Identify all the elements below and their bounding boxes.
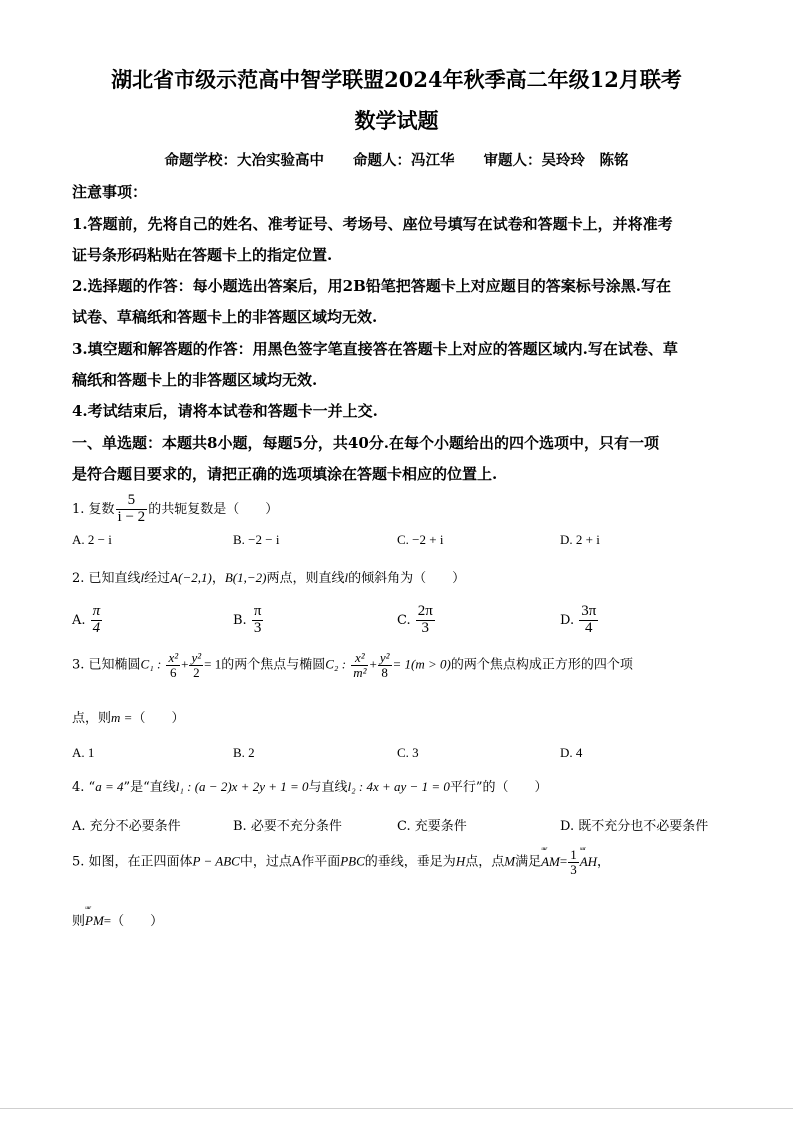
- q3-mid: 的两个焦点与椭圆: [221, 657, 326, 673]
- question-3-stem: [72, 651, 633, 679]
- q5-plane: PBC: [340, 853, 365, 869]
- q2-option-b-fraction: [252, 604, 264, 637]
- q4-mid-1: ”是“直线: [123, 780, 176, 795]
- q3-frac-3-num: x²: [351, 651, 368, 666]
- q4-prefix: 4. “: [72, 780, 96, 795]
- q1-suffix: 的共轭复数是（ ）: [148, 501, 279, 517]
- q3-paren: （ ）: [132, 711, 185, 726]
- q2-mid-2: 两点，则直线: [266, 571, 345, 586]
- question-1-stem: [72, 493, 278, 526]
- note-1-line-2: 证号条形码粘贴在答题卡上的指定位置.: [72, 246, 333, 264]
- q4-condition: a = 4: [95, 779, 124, 794]
- q3-frac-2-num: y²: [191, 650, 202, 665]
- q2-point-a: A(−2,1): [170, 570, 212, 585]
- q5-line-2-equals: =: [103, 913, 112, 928]
- q5-tail: ，: [597, 854, 611, 870]
- q5-mid-4: 满足: [515, 854, 542, 870]
- q2-option-a-label: A.: [72, 612, 86, 628]
- question-5-stem-line-2: [72, 910, 163, 929]
- q5-fraction-den: 3: [570, 861, 577, 877]
- q5-point-h: H: [455, 853, 466, 869]
- q5-vector-am: ᵘᵘᵘʳ AM: [541, 854, 560, 870]
- exam-authors: 命题学校：大冶实验高中 命题人：冯江华 审题人：吴玲玲 陈铭: [164, 152, 629, 169]
- q5-fraction-num: 1: [570, 847, 577, 862]
- q2-option-a-num: π: [92, 603, 101, 619]
- note-4: 4.考试结束后，请将本试卷和答题卡一并上交.: [72, 402, 378, 420]
- q5-mid-3: 点，点: [465, 854, 505, 870]
- q5-equals: =: [559, 853, 568, 869]
- q4-suffix: 平行”的（ ）: [449, 780, 548, 795]
- section-1-intro-line-2: 是符合题目要求的，请把正确的选项填涂在答题卡相应的位置上.: [72, 465, 498, 483]
- q5-mid-2: 的垂线，垂足为: [364, 854, 456, 870]
- exam-subtitle: 数学试题: [354, 108, 439, 133]
- q2-option-c: [397, 604, 436, 637]
- q5-vector-ah: ᵘᵘᵘʳ AH: [580, 854, 597, 870]
- q3-frac-3: [351, 651, 368, 679]
- q2-option-a-fraction: [91, 604, 103, 637]
- q5-fraction: [568, 848, 579, 876]
- section-1-intro-line-1: 一、单选题：本题共8小题，每题5分，共40分.在每个小题给出的四个选项中，只有一项: [72, 434, 659, 452]
- q3-option-b: B. 2: [233, 745, 255, 760]
- q4-option-c: C. 充要条件: [397, 819, 467, 834]
- note-3-line-2: 稿纸和答题卡上的非答题区域均无效.: [72, 371, 318, 389]
- note-2-line-1: 2.选择题的作答：每小题选出答案后，用2B铅笔把答题卡上对应题目的答案标号涂黑.写在: [72, 277, 672, 295]
- q5-mid-1: 中，过点A作平面: [239, 854, 341, 870]
- q3-prefix: 3. 已知椭圆: [72, 657, 141, 673]
- q2-line-l-2: l: [344, 570, 349, 585]
- question-2-stem: [72, 567, 465, 586]
- note-1-line-1: 1.答题前，先将自己的姓名、准考证号、考场号、座位号填写在试卷和答题卡上，并将准考: [72, 215, 673, 233]
- q3-m-equals: m =: [111, 710, 133, 725]
- q2-option-b-label: B.: [233, 612, 247, 628]
- q2-option-a-den: 4: [92, 619, 101, 636]
- q2-comma: ，: [211, 571, 225, 586]
- q1-option-c: C. −2 + i: [397, 532, 444, 547]
- q5-line-2-prefix: 则: [72, 914, 86, 929]
- q2-option-c-num: 2π: [417, 603, 433, 619]
- q3-option-a: A. 1: [72, 745, 95, 760]
- q4-line-l2: l₂ : 4x + ay − 1 = 0: [347, 779, 450, 794]
- q2-line-l: l: [140, 570, 145, 585]
- q1-fraction: [116, 493, 148, 526]
- q3-ellipse-c2: C₂ :: [325, 656, 347, 672]
- q2-prefix: 2. 已知直线: [72, 571, 141, 586]
- q2-option-d-label: D.: [560, 612, 575, 628]
- q1-fraction-numerator: 5: [116, 493, 148, 510]
- q2-mid-1: 经过: [144, 571, 171, 586]
- q3-frac-4-num: y²: [379, 650, 390, 665]
- q4-mid-2: 与直线: [308, 780, 348, 795]
- q2-option-c-fraction: [416, 604, 435, 637]
- q3-frac-1: [166, 651, 180, 679]
- q3-frac-2-den: 2: [193, 664, 200, 680]
- q1-option-a: A. 2 − i: [72, 532, 112, 547]
- q3-frac-4-den: 8: [381, 664, 388, 680]
- q3-eq-1: = 1: [204, 656, 222, 672]
- note-2-line-2: 试卷、草稿纸和答题卡上的非答题区域均无效.: [72, 308, 378, 326]
- q4-option-d: D. 既不充分也不必要条件: [560, 819, 709, 834]
- question-4-stem: [72, 776, 548, 795]
- q3-option-d: D. 4: [560, 745, 583, 760]
- q3-frac-1-num: x²: [168, 650, 179, 665]
- q1-prefix: 1. 复数: [72, 501, 115, 517]
- q1-fraction-denominator: i − 2: [117, 508, 146, 525]
- page-bottom-divider: [0, 1108, 793, 1109]
- q3-frac-3-den: m²: [353, 664, 367, 680]
- q3-frac-4: [378, 651, 392, 679]
- q2-option-b-den: 3: [253, 619, 262, 636]
- q5-point-m: M: [504, 853, 516, 869]
- q2-suffix: 的倾斜角为（ ）: [348, 571, 466, 586]
- note-3-line-1: 3.填空题和解答题的作答：用黑色签字笔直接答在答题卡上对应的答题区域内.写在试卷、草: [72, 340, 678, 358]
- q5-prefix: 5. 如图，在正四面体: [72, 854, 193, 870]
- q5-vector-pm: ᵘᵘᵘʳ PM: [85, 913, 104, 929]
- q4-option-b: B. 必要不充分条件: [233, 819, 342, 834]
- q3-frac-1-den: 6: [170, 664, 177, 680]
- q4-line-l1: l₁ : (a − 2)x + 2y + 1 = 0: [175, 779, 309, 794]
- q3-ellipse-c1: C₁ :: [140, 656, 162, 672]
- q2-option-a: [72, 604, 103, 637]
- q2-option-b: [233, 604, 264, 637]
- q5-tetrahedron: P − ABC: [192, 853, 240, 869]
- q3-frac-2: [189, 651, 203, 679]
- q5-paren: （ ）: [111, 914, 164, 929]
- q2-option-d-fraction: [579, 604, 598, 637]
- question-3-stem-line-2: [72, 707, 184, 726]
- q2-option-d-num: 3π: [581, 603, 597, 619]
- q1-option-d: D. 2 + i: [560, 532, 600, 547]
- exam-title: 湖北省市级示范高中智学联盟2024年秋季高二年级12月联考: [111, 67, 682, 92]
- q2-option-d: [560, 604, 599, 637]
- q4-option-a: A. 充分不必要条件: [72, 819, 181, 834]
- q3-plus-1: +: [181, 656, 189, 672]
- q2-option-c-den: 3: [421, 619, 430, 636]
- notes-heading: 注意事项：: [72, 183, 148, 201]
- q2-option-b-num: π: [253, 603, 262, 619]
- q3-suffix: 的两个焦点构成正方形的四个项: [450, 657, 633, 673]
- q2-option-d-den: 4: [585, 619, 593, 636]
- q3-plus-2: +: [369, 656, 377, 672]
- q3-eq-2: = 1(m > 0): [392, 656, 451, 672]
- q3-option-c: C. 3: [397, 745, 419, 760]
- q1-option-b: B. −2 − i: [233, 532, 280, 547]
- q2-option-c-label: C.: [397, 612, 411, 628]
- q2-point-b: B(1,−2): [224, 570, 267, 585]
- q3-line-2-prefix: 点，则: [72, 711, 112, 726]
- question-5-stem: [72, 848, 610, 876]
